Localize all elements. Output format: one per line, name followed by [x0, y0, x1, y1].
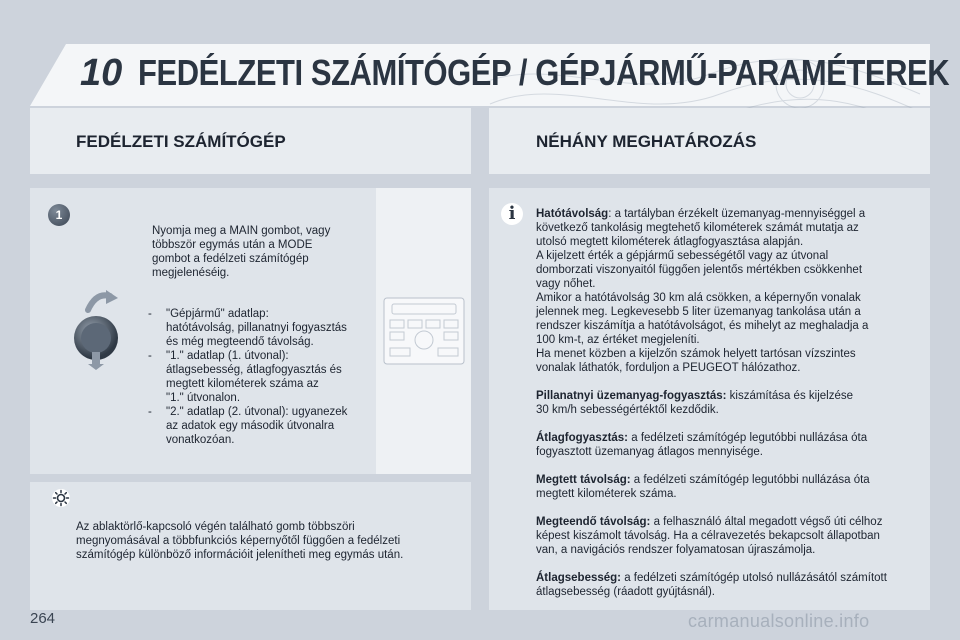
page-number: 264	[30, 610, 56, 627]
step-number-badge: 1	[48, 204, 70, 226]
intro-line: Nyomja meg a MAIN gombot, vagy	[152, 225, 331, 237]
bullet-line: átlagsebesség, átlagfogyasztás és	[166, 364, 342, 376]
intro-text	[152, 224, 362, 280]
list-item	[148, 307, 372, 349]
definition-line: a felhasználó által megadott végső úti célhoz	[650, 516, 883, 528]
definition-line: következő tankolásig megtehető kilométerek számát mutatja az	[536, 222, 859, 234]
definition-line: a fedélzeti számítógép utolsó nullázásától számított	[621, 572, 887, 584]
bullet-line: vonatkozóan.	[166, 434, 235, 446]
right-section-title: NÉHÁNY MEGHATÁROZÁS	[536, 132, 757, 151]
bullet-line: "2." adatlap (2. útvonal): ugyanezek	[166, 406, 348, 418]
radio-unit-icon	[382, 296, 466, 366]
definition-item	[536, 431, 928, 459]
definition-line: utolsó megtett kilométerek átlagfogyasztása alapján.	[536, 236, 804, 248]
definition-line: jelennek meg. Legkevesebb 5 liter üzemanyag tankolása után a	[536, 306, 861, 318]
bullet-dash: -	[148, 406, 152, 418]
definition-term: Hatótávolság	[536, 208, 609, 220]
definition-term: Megtett távolság:	[536, 474, 631, 486]
tip-line: számítógép különböző információit jelenítheti meg egymás után.	[76, 549, 404, 561]
bullet-line: és még megteendő távolság.	[166, 336, 314, 348]
page-title: FEDÉLZETI SZÁMÍTÓGÉP / GÉPJÁRMŰ-PARAMÉTEREK	[138, 52, 950, 93]
tip-line: Az ablaktörlő-kapcsoló végén található gomb többszöri	[76, 521, 355, 533]
definition-line: 30 km/h sebességértéktől kezdődik.	[536, 404, 719, 416]
bullet-line: az adatok egy második útvonalra	[166, 420, 335, 432]
definition-line: domborzati viszonyaitól függően jelentős mértékben csökkenhet	[536, 264, 863, 276]
definition-item	[536, 473, 928, 501]
bullet-dash: -	[148, 308, 152, 320]
definition-line: 100 km-t, az értéket megjeleníti.	[536, 334, 700, 346]
tip-text	[76, 520, 456, 562]
definition-line: kiszámítása és kijelzése	[726, 390, 853, 402]
definition-line: fogyasztott üzemanyag átlagos mennyisége.	[536, 446, 763, 458]
sun-tip-icon	[50, 487, 72, 509]
bullet-line: "Gépjármű" adatlap:	[166, 308, 269, 320]
definition-item	[536, 515, 928, 557]
definition-item	[536, 389, 928, 417]
intro-line: többször egymás után a MODE	[152, 239, 313, 251]
list-item	[148, 349, 372, 405]
definition-item	[536, 207, 928, 375]
definition-line: vagy nőhet.	[536, 278, 596, 290]
banner-corner	[30, 44, 66, 106]
definition-line: A kijelzett érték a gépjármű sebességétől vagy az útvonal	[536, 250, 829, 262]
watermark: carmanualsonline.info	[688, 611, 870, 631]
definitions-list	[536, 207, 928, 613]
bullet-line: hatótávolság, pillanatnyi fogyasztás	[166, 322, 347, 334]
intro-line: gombot a fedélzeti számítógép	[152, 253, 309, 265]
definition-line: képest kiszámolt távolság. Ha a célravezetés bekapcsolt állapotban	[536, 530, 880, 542]
definition-line: megtett kilométerek száma.	[536, 488, 677, 500]
bullet-line: "1." adatlap (1. útvonal):	[166, 350, 289, 362]
tip-line: megnyomásával a többfunkciós képernyőtől függően a fedélzeti	[76, 535, 401, 547]
definition-term: Megteendő távolság:	[536, 516, 651, 528]
left-section-title: FEDÉLZETI SZÁMÍTÓGÉP	[76, 132, 286, 151]
definition-term: Átlagfogyasztás:	[536, 432, 629, 444]
definition-line: átlagsebesség (ráadott gyújtásnál).	[536, 586, 715, 598]
definition-line: van, a navigációs rendszer folyamatosan újraszámolja.	[536, 544, 816, 556]
bullet-line: "1." útvonalon.	[166, 392, 241, 404]
definition-line: rendszer kiszámítja a hatótávolságot, és mihelyt az meghaladja a	[536, 320, 869, 332]
definition-line: Ha menet közben a kijelzőn számok helyett tartósan vízszintes	[536, 348, 856, 360]
definition-line: vonalak láthatók, forduljon a PEUGEOT hálózathoz.	[536, 362, 801, 374]
chapter-number: 10	[80, 52, 123, 94]
definition-line: Amikor a hatótávolság 30 km alá csökken, a képernyőn vonalak	[536, 292, 861, 304]
definition-item	[536, 571, 928, 599]
list-item	[148, 405, 372, 447]
bullet-line: megtett kilométerek száma az	[166, 378, 319, 390]
definition-line: a fedélzeti számítógép legutóbbi nullázása óta	[628, 432, 868, 444]
intro-line: megjelenéséig.	[152, 267, 230, 279]
rotary-knob-icon	[66, 290, 126, 370]
definition-line: : a tartályban érzékelt üzemanyag-mennyiséggel a	[608, 208, 866, 220]
definition-term: Pillanatnyi üzemanyag-fogyasztás:	[536, 390, 727, 402]
bullet-dash: -	[148, 350, 152, 362]
definition-line: a fedélzeti számítógép legutóbbi nullázása óta	[630, 474, 870, 486]
definition-term: Átlagsebesség:	[536, 572, 622, 584]
info-icon: i	[501, 203, 523, 225]
bullet-list	[148, 307, 372, 447]
